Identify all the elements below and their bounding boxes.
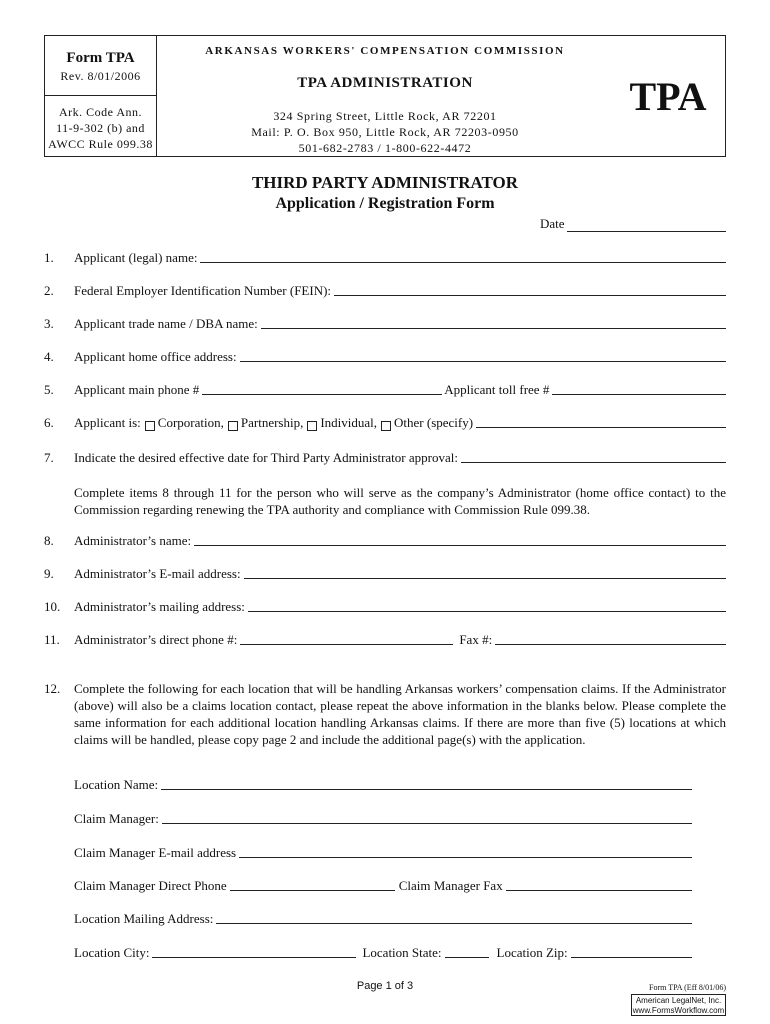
location-city-label: Location City: <box>74 945 150 960</box>
item-11-row <box>44 632 726 648</box>
administration-title: TPA ADMINISTRATION <box>297 75 473 91</box>
location-zip-field[interactable] <box>571 957 692 958</box>
location-state-field[interactable] <box>445 957 489 958</box>
code-reference-box <box>45 96 157 157</box>
item-9-row <box>44 566 726 582</box>
item-7-row <box>44 450 726 466</box>
item-label: Applicant home office address: <box>74 349 237 364</box>
location-name-field[interactable] <box>161 789 692 790</box>
item-8-row <box>44 533 726 549</box>
item-number: 11. <box>44 632 60 647</box>
item-number: 7. <box>44 450 54 465</box>
code-line: AWCC Rule 099.38 <box>48 137 153 151</box>
item-10-row <box>44 599 726 615</box>
claim-manager-phone-field[interactable] <box>230 890 395 891</box>
tpa-big-label: TPA <box>629 74 707 119</box>
item-label: Applicant trade name / DBA name: <box>74 316 258 331</box>
option-label: Corporation, <box>157 415 224 430</box>
location-city-row <box>74 945 692 961</box>
item-number: 2. <box>44 283 54 298</box>
location-mailing-field[interactable] <box>216 923 692 924</box>
claim-manager-label: Claim Manager: <box>74 811 159 826</box>
location-mailing-label: Location Mailing Address: <box>74 911 214 926</box>
individual-checkbox[interactable] <box>307 421 317 431</box>
date-label: Date <box>540 216 565 231</box>
administrator-name-field[interactable] <box>194 545 726 546</box>
item-4-row <box>44 349 726 365</box>
commission-name: ARKANSAS WORKERS' COMPENSATION COMMISSION <box>205 45 565 57</box>
date-field[interactable] <box>540 216 726 232</box>
fein-field[interactable] <box>334 295 726 296</box>
brand-url: www.FormsWorkflow.com <box>632 1006 725 1015</box>
brand-box <box>631 994 726 1016</box>
item-label: Applicant (legal) name: <box>74 250 198 265</box>
option-label: Partnership, <box>240 415 304 430</box>
item-number: 12. <box>44 681 61 696</box>
item-2-row <box>44 283 726 299</box>
date-blank[interactable] <box>567 221 726 232</box>
claim-manager-email-row <box>74 845 692 861</box>
other-specify-field[interactable] <box>476 427 726 428</box>
item-number: 6. <box>44 415 54 430</box>
form-name: Form TPA <box>66 50 135 66</box>
administrator-email-field[interactable] <box>244 578 726 579</box>
item-number: 4. <box>44 349 54 364</box>
home-office-address-field[interactable] <box>240 361 726 362</box>
code-line: Ark. Code Ann. <box>59 105 142 119</box>
item-label: Indicate the desired effective date for Third Party Administrator approval: <box>74 450 458 465</box>
item-label: Applicant main phone # <box>74 382 200 397</box>
form-subtitle: Application / Registration Form <box>275 195 495 212</box>
brand-name: American LegalNet, Inc. <box>635 996 722 1005</box>
address-line: 501-682-2783 / 1-800-622-4472 <box>298 141 472 155</box>
claim-manager-fax-field[interactable] <box>506 890 692 891</box>
claim-manager-email-label: Claim Manager E-mail address <box>74 845 237 860</box>
form-revision: Rev. 8/01/2006 <box>60 69 141 83</box>
main-phone-field[interactable] <box>202 394 442 395</box>
form-header <box>44 35 726 157</box>
location-mailing-row <box>74 911 692 927</box>
item-number: 10. <box>44 599 61 614</box>
item-number: 3. <box>44 316 54 331</box>
item-label: Applicant toll free # <box>444 382 550 397</box>
address-line: Mail: P. O. Box 950, Little Rock, AR 72203-0950 <box>251 125 519 139</box>
corporation-checkbox[interactable] <box>145 421 155 431</box>
location-city-field[interactable] <box>152 957 356 958</box>
item-label: Fax #: <box>459 632 493 647</box>
item-number: 8. <box>44 533 54 548</box>
item-label: Administrator’s mailing address: <box>74 599 245 614</box>
item-number: 9. <box>44 566 54 581</box>
claim-manager-fax-label: Claim Manager Fax <box>398 878 503 893</box>
form-title: THIRD PARTY ADMINISTRATOR <box>251 173 519 192</box>
claim-manager-phone-label: Claim Manager Direct Phone <box>74 878 227 893</box>
item-1-row <box>44 250 726 266</box>
item-label: Administrator’s name: <box>74 533 192 548</box>
form-id-box <box>45 36 157 96</box>
effective-note: Form TPA (Eff 8/01/06) <box>649 983 726 992</box>
page-number: Page 1 of 3 <box>356 980 414 992</box>
claim-manager-phone-row <box>74 878 692 894</box>
item-label: Administrator’s E-mail address: <box>74 566 241 581</box>
administrator-note: Complete items 8 through 11 for the person who will serve as the company’s Administrator (home office contact) to the Commission regarding renewing the TPA authority and compliance with Commission Rule 099.38. <box>74 485 726 517</box>
code-line: 11-9-302 (b) and <box>56 121 145 135</box>
applicant-legal-name-field[interactable] <box>200 262 726 263</box>
item-5-row <box>44 382 726 398</box>
administrator-phone-field[interactable] <box>240 644 453 645</box>
toll-free-field[interactable] <box>552 394 726 395</box>
claim-manager-field[interactable] <box>162 823 692 824</box>
address-line: 324 Spring Street, Little Rock, AR 72201 <box>273 109 497 123</box>
claim-manager-email-field[interactable] <box>239 857 692 858</box>
item-6-row <box>44 415 726 431</box>
item-number: 5. <box>44 382 54 397</box>
location-zip-label: Location Zip: <box>496 945 568 960</box>
agency-info <box>157 36 613 157</box>
location-name-row <box>74 777 692 793</box>
claim-manager-row <box>74 811 692 827</box>
option-label: Individual, <box>320 415 378 430</box>
administrator-fax-field[interactable] <box>495 644 726 645</box>
item-12-text: Complete the following for each location that will be handling Arkansas workers’ compensation claims. If the Administrator (above) will also be a claims location contact, please repeat the above information in the blanks below. Please complete the same information for each additional location handling Arkansas claims. If there are more than five (5) locations at which claims will be handled, please copy page 2 and include the additional page(s) with the application. <box>74 681 726 747</box>
option-label: Other (specify) <box>394 415 474 430</box>
partnership-checkbox[interactable] <box>228 421 238 431</box>
item-3-row <box>44 316 726 332</box>
location-name-label: Location Name: <box>74 777 159 792</box>
effective-date-field[interactable] <box>461 462 726 463</box>
agency-address <box>157 108 613 156</box>
trade-name-field[interactable] <box>261 328 726 329</box>
location-state-label: Location State: <box>362 945 442 960</box>
item-label: Administrator’s direct phone #: <box>74 632 238 647</box>
other-checkbox[interactable] <box>381 421 391 431</box>
item-label: Federal Employer Identification Number (FEIN): <box>74 283 332 298</box>
administrator-mailing-address-field[interactable] <box>248 611 726 612</box>
item-number: 1. <box>44 250 54 265</box>
item-label: Applicant is: <box>74 415 141 430</box>
